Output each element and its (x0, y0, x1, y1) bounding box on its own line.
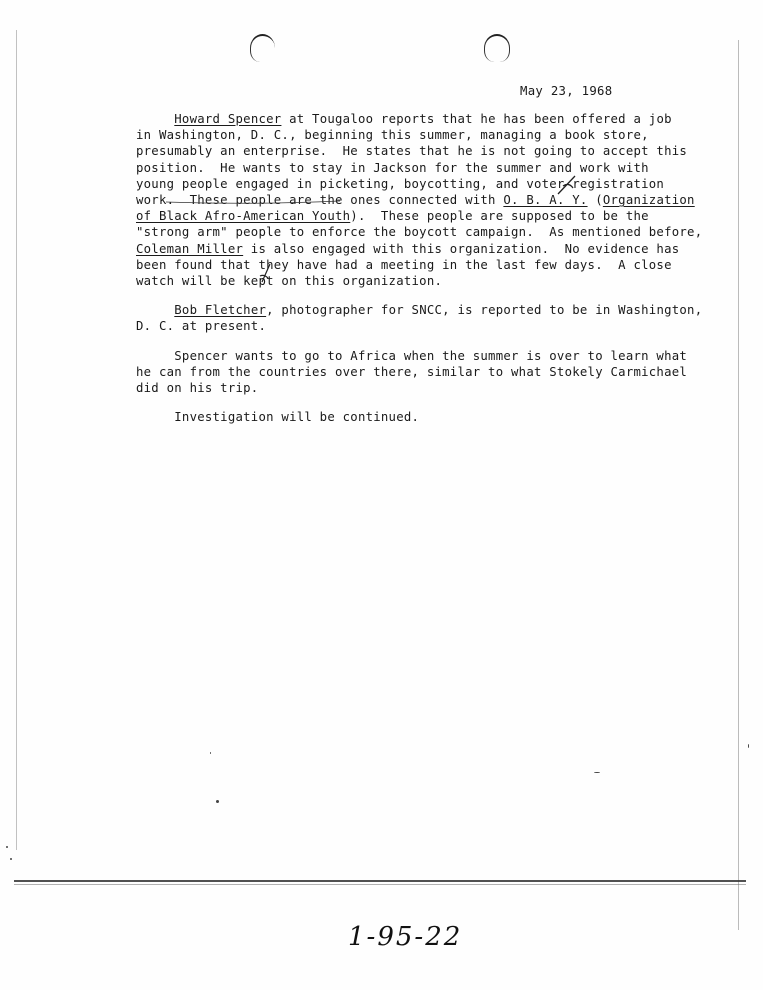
punch-hole-left (250, 34, 275, 62)
memo-body (136, 111, 703, 438)
handwritten-file-number: 1-95-22 (348, 922, 463, 952)
memo-text: at Tougaloo reports that he has been offered a job (281, 112, 672, 126)
memo-text: ). These people are supposed to be the (350, 209, 649, 224)
underlined-text: Coleman Miller (136, 241, 244, 256)
memo-line (136, 143, 688, 159)
memo-line (136, 380, 676, 396)
pen-mark-check (256, 262, 274, 286)
memo-text: did on his trip. (136, 381, 259, 396)
pen-underline-extra (164, 196, 344, 206)
bottom-rule-shadow (14, 884, 746, 885)
underlined-text: Howard Spencer (174, 112, 282, 126)
memo-text: young people engaged in picketing, boycotting, and voter registration (136, 176, 665, 191)
memo-text: "strong arm" people to enforce the boycott campaign. As mentioned before, (136, 225, 703, 240)
memo-line (136, 111, 676, 127)
memo-text: in Washington, D. C., beginning this summer, managing a book store, (136, 128, 649, 143)
memo-text: been found that they have had a meeting in the last few days. A close (136, 257, 672, 272)
memo-text: ( (587, 193, 603, 208)
memo-line (136, 241, 680, 257)
memo-line (136, 273, 676, 289)
bottom-rule (14, 880, 746, 882)
memo-line (136, 348, 688, 364)
memo-text: he can from the countries over there, similar to what Stokely Carmichael (136, 364, 688, 379)
scan-speck (594, 772, 600, 773)
underlined-text: O. B. A. Y. (503, 193, 588, 208)
memo-text: presumably an enterprise. He states that he is not going to accept this (136, 144, 688, 159)
scan-edge-right (738, 40, 739, 930)
memo-line (136, 176, 676, 192)
punch-hole-right (484, 34, 510, 62)
memo-paragraph (136, 409, 676, 425)
scan-edge-left (16, 30, 17, 850)
memo-line (136, 224, 703, 240)
scan-speck (6, 846, 8, 848)
document-date: May 23, 1968 (520, 84, 613, 98)
scan-speck (210, 752, 211, 754)
memo-text: , photographer for SNCC, is reported to be in Washington, (266, 303, 703, 318)
memo-text (136, 112, 174, 126)
memo-text: Spencer wants to go to Africa when the summer is over to learn what (136, 348, 688, 363)
memo-text (136, 303, 174, 317)
memo-line (136, 318, 676, 334)
memo-text: D. C. at present. (136, 319, 267, 334)
memo-line (136, 302, 703, 318)
memo-text: is also engaged with this organization. No evidence has (243, 241, 680, 256)
underlined-text: of Black Afro-American Youth (136, 209, 351, 224)
underlined-text: Organization (602, 193, 695, 208)
memo-text: watch will be kept on this organization. (136, 274, 443, 289)
scan-speck (748, 744, 749, 748)
memo-line (136, 409, 676, 425)
underlined-text: Bob Fletcher (174, 303, 267, 318)
memo-line (136, 257, 676, 273)
memo-paragraph (136, 348, 688, 397)
memo-line (136, 208, 676, 224)
memo-line (136, 364, 688, 380)
scan-speck (216, 800, 219, 803)
memo-paragraph (136, 302, 703, 334)
memo-line (136, 127, 676, 143)
memo-text: Investigation will be continued. (136, 410, 420, 425)
memo-text: position. He wants to stay in Jackson for the summer and work with (136, 160, 649, 175)
scan-speck (10, 858, 12, 860)
memo-text: work. These people are the ones connected with (136, 193, 504, 208)
pen-mark-slash (555, 174, 579, 196)
memo-line (136, 160, 676, 176)
